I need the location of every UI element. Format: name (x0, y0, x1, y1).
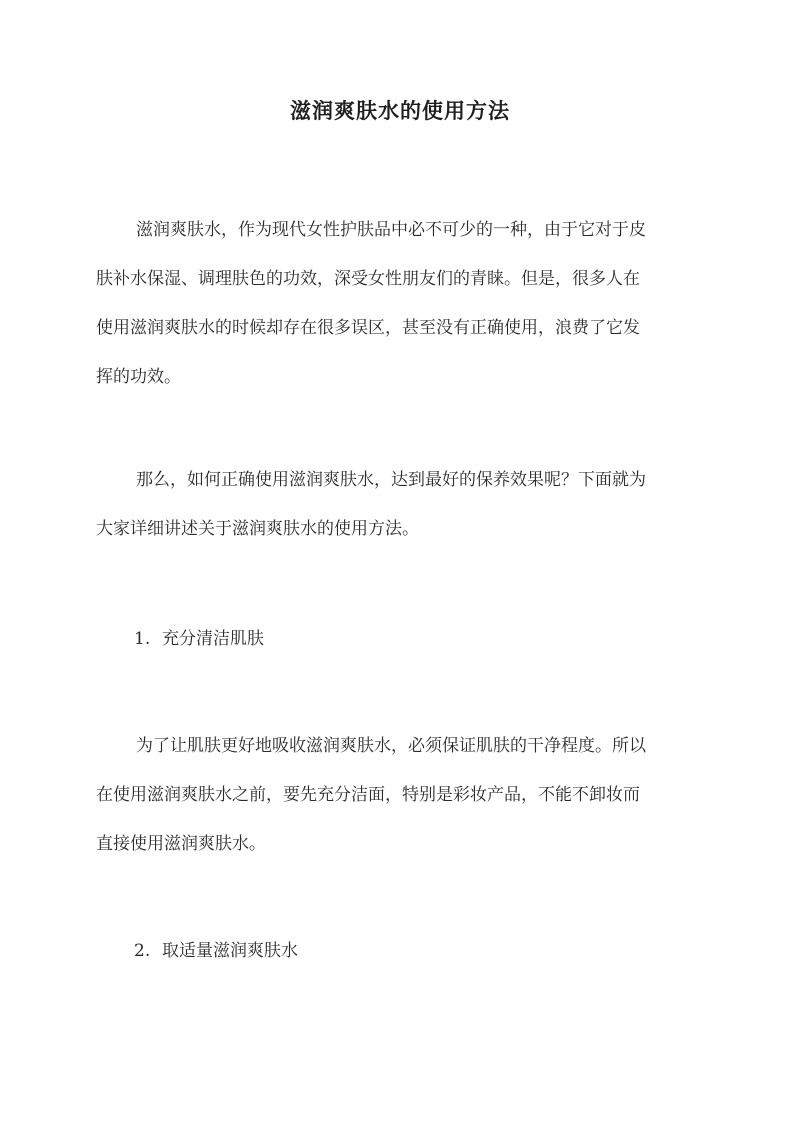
paragraph-line: 使用滋润爽肤水的时候却存在很多误区，甚至没有正确使用，浪费了它发 (96, 318, 640, 338)
paragraph-line: 挥的功效。 (96, 367, 181, 387)
section-heading-1 (134, 624, 264, 654)
section-number: 2. (134, 941, 151, 961)
section-heading-text: 取适量滋润爽肤水 (162, 941, 298, 961)
paragraph-line: 在使用滋润爽肤水之前，要先充分洁面，特别是彩妆产品，不能不卸妆而 (96, 785, 640, 805)
question-paragraph (96, 456, 716, 554)
paragraph-line: 肤补水保湿、调理肤色的功效，深受女性朋友们的青睐。但是，很多人在 (96, 269, 640, 289)
paragraph-line: 滋润爽肤水，作为现代女性护肤品中必不可少的一种，由于它对于皮 (136, 220, 646, 240)
section-heading-text: 充分清洁肌肤 (162, 629, 264, 649)
paragraph-line: 为了让肌肤更好地吸收滋润爽肤水，必须保证肌肤的干净程度。所以 (136, 736, 646, 756)
section-heading-2 (134, 936, 298, 966)
page-title: 滋润爽肤水的使用方法 (290, 98, 510, 123)
paragraph-line: 直接使用滋润爽肤水。 (96, 834, 266, 854)
paragraph-line: 那么，如何正确使用滋润爽肤水，达到最好的保养效果呢？下面就为 (136, 470, 646, 490)
paragraph-line: 大家详细讲述关于滋润爽肤水的使用方法。 (96, 519, 419, 539)
intro-paragraph (96, 206, 716, 402)
section-number: 1. (134, 629, 151, 649)
section1-paragraph (96, 722, 716, 869)
